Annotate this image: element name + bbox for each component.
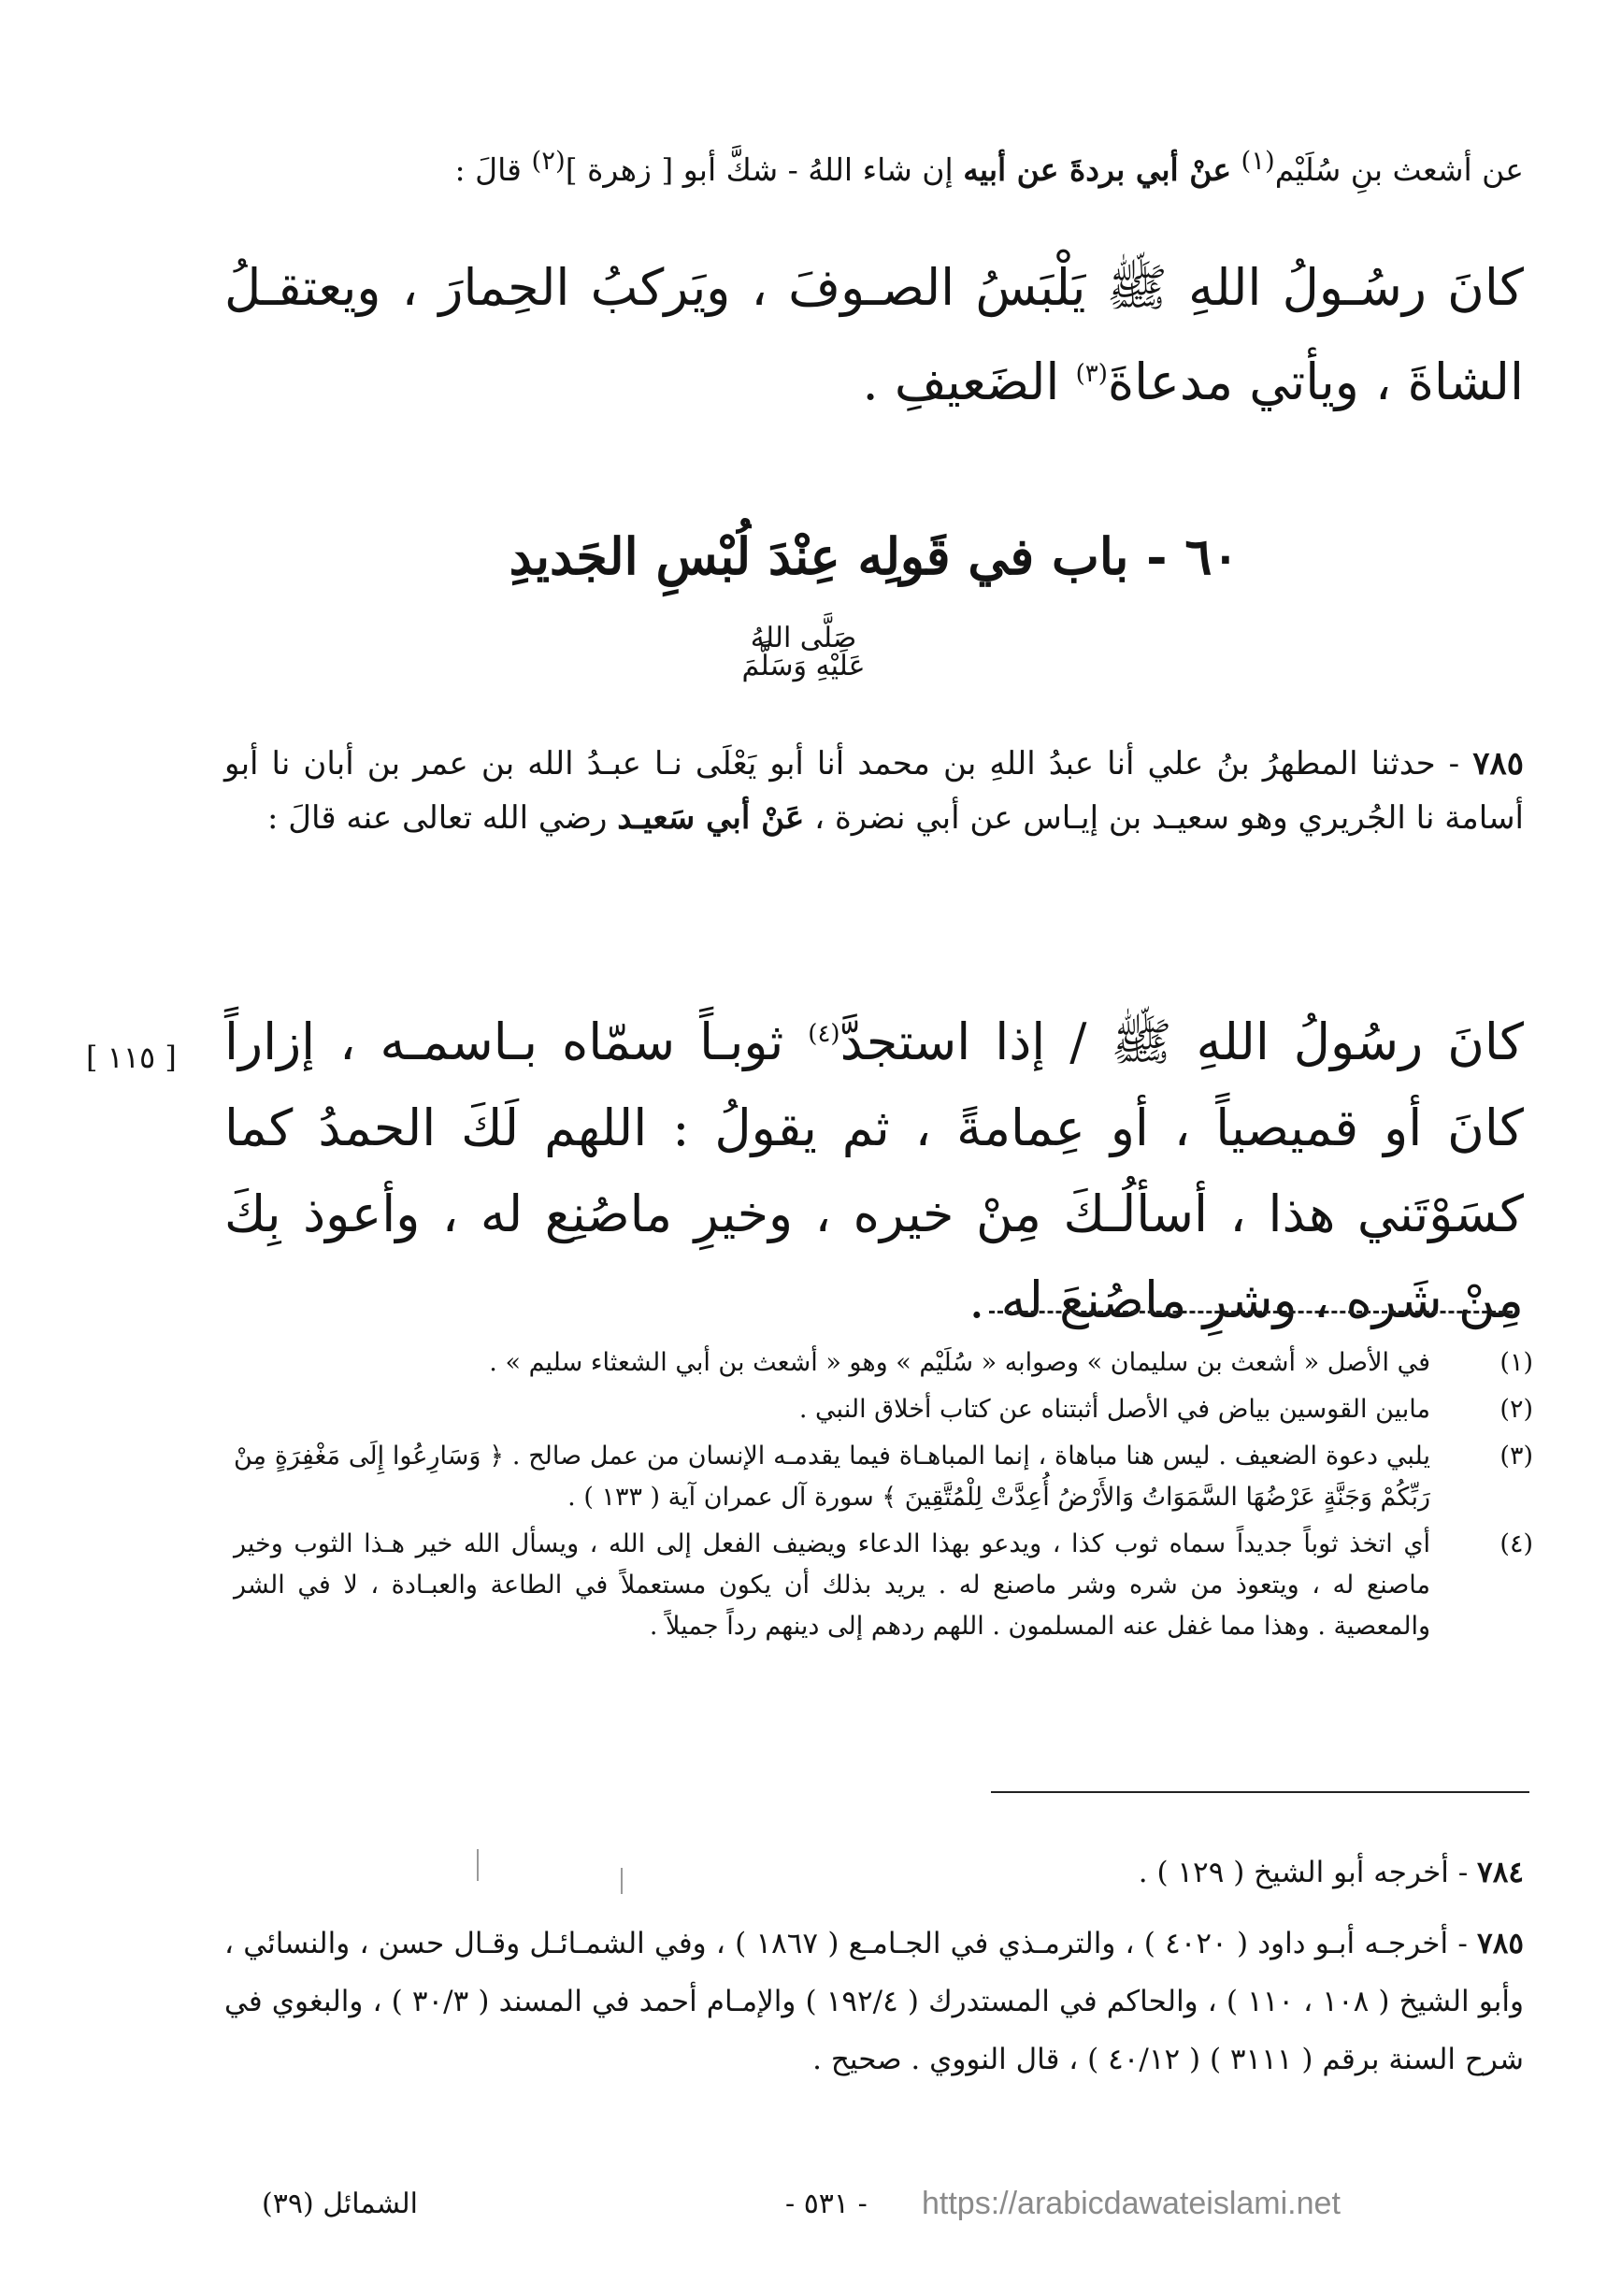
hadith1-part3: الضَعيفِ . <box>862 352 1060 411</box>
footnotes <box>234 1342 1533 1653</box>
narrator-abu-burda: عنْ أبي بردةَ عن أبيه <box>963 151 1232 188</box>
reference-text: - أخرجه أبو الشيخ ( ١٢٩ ) . <box>1138 1856 1469 1889</box>
salawat-icon: ﷺ <box>1111 1012 1172 1071</box>
footnote <box>234 1524 1533 1647</box>
hadith1-part1: كانَ رسُـولُ اللهِ <box>1188 258 1524 317</box>
footnote-marker-1: (١) <box>1241 146 1275 176</box>
footnote <box>234 1389 1533 1430</box>
footnote-text: يلبي دعوة الضعيف . ليس هنا مباهاة ، إنما المباهـاة فيما يقدمـه الإنسان من عمل صالح . ﴿ وَسَارِعُوا إِلَى مَغْفِرَةٍ مِنْ رَبِّكُمْ وَجَنَّةٍ عَرْضُهَا السَّمَوَاتُ وَالأَرْضُ أُعِدَّتْ لِلْمُتَّقِينَ ﴾ سورة آل عمران آية ( ١٣٣ ) . <box>234 1442 1430 1512</box>
footnote-text: مابين القوسين بياض في الأصل أثبتناه عن كتاب أخلاق النبي . <box>798 1395 1430 1424</box>
narrator-abu-said: عَنْ أبي سَعيـد <box>617 799 805 837</box>
hadith1-part2: يَلْبَسُ الصـوفَ ، ويَركبُ الحِمارَ ، ويعتقـلُ الشاةَ ، ويأتي مدعاةَ <box>224 258 1524 411</box>
chapter-salawat <box>0 624 1607 682</box>
hadith2-part2: / إذا استجدَّ <box>839 1012 1087 1071</box>
hadith-text-2 <box>224 991 1524 1343</box>
footnote-text: في الأصل « أشعث بن سليمان » وصوابه « سُلَيْم » وهو « أشعث بن أبي الشعثاء سليم » . <box>489 1348 1430 1377</box>
reference-number: ٧٨٥ <box>1477 1927 1524 1960</box>
intro-text-2: إن شاء اللهُ - شكَّ أبو [ زهرة ] <box>565 151 954 188</box>
footnote-text: أي اتخذ ثوباً جديداً سماه ثوب كذا ، ويدعو بهذا الدعاء ويضيف الفعل إلى الله ، ويسأل الله خير هـذا الثوب وخير ماصنع له ، ويتعوذ من شره وشر ماصنع له . يريد بذلك أن يكون مستعملاً في الطاعة والعبـادة ، لا في الشر والمعصية . وهذا مما غفل عنه المسلمون . اللهم ردهم إلى دينهم رداً جميلاً . <box>234 1529 1430 1641</box>
footer-book-label: الشمائل (٣٩) <box>262 2188 418 2220</box>
references-separator <box>991 1791 1529 1793</box>
isnad-ending: رضي الله تعالى عنه قالَ : <box>267 799 608 837</box>
footer-page-number: - ٥٣١ - <box>785 2188 868 2220</box>
footnote-separator <box>989 1311 1513 1313</box>
reference-text: - أخرجـه أبـو داود ( ٤٠٢٠ ) ، والترمـذي في الجـامـع ( ١٨٦٧ ) ، وفي الشمـائـل وقـال حسن ، والنسائي ، وأبو الشيخ ( ١٠٨ ، ١١٠ ) ، والحاكم في المستدرك ( ١٩٢/٤ ) والإمـام أحمد في المسند ( ٣٠/٣ ) ، والبغوي في شرح السنة برقم ( ٣١١١ ) ( ٤٠/١٢ ) ، قال النووي . صحيح . <box>224 1927 1524 2076</box>
isnad-text: - حدثنا المطهرُ بنُ علي أنا عبدُ اللهِ بن محمد أنا أبو يَعْلَى نـا عبـدُ الله بن عمر بن أبان نا أبو أسامة نا الجُريري وهو سعيـد بن إيـاس عن أبي نضرة ، <box>224 745 1524 837</box>
watermark-url: https://arabicdawateislami.net <box>922 2186 1341 2221</box>
reference-entry <box>224 1915 1524 2088</box>
hadith-text-1 <box>224 245 1524 425</box>
footnote <box>234 1436 1533 1518</box>
references <box>224 1844 1524 2102</box>
footnote-marker-2: (٢) <box>531 146 566 176</box>
footnote-number: (١) <box>1499 1348 1533 1377</box>
hadith-number-785: ٧٨٥ <box>1472 745 1524 782</box>
footnote-number: (٤) <box>1499 1529 1533 1558</box>
isnad-785 <box>224 737 1524 845</box>
footnote-marker-3: (٣) <box>1075 360 1108 388</box>
footnote <box>234 1342 1533 1384</box>
hadith2-part1: كانَ رسُولُ اللهِ <box>1196 1012 1525 1071</box>
footnote-marker-4: (٤) <box>808 1020 840 1048</box>
hadith2-part3: ثوبـاً سمّاه بـاسمـه ، إزاراً كانَ أو قميصياً ، أو عِمامةً ، ثم يقولُ : اللهم لَكَ الحمدُ كما كسَوْتَني هذا ، أسألُـكَ مِنْ خيره ، وخيرِ ماصُنِع له ، وأعوذ بِكَ مِنْ شَره ، وشرِ ماصُنعَ له . <box>224 1012 1524 1329</box>
intro-paragraph <box>224 131 1524 200</box>
footnote-number: (٣) <box>1499 1442 1533 1471</box>
intro-text-3: قالَ : <box>454 151 522 188</box>
salawat-icon: ﷺ <box>1106 258 1168 317</box>
margin-page-reference: [ ١١٥ ] <box>86 1040 177 1075</box>
salawat-line-2: عَلَيْهِ وَسَلَّمَ <box>741 650 866 682</box>
salawat-line-1: صَلَّى اللهُ <box>750 622 857 654</box>
chapter-title: ٦٠ - باب في قَولِه عِنْدَ لُبْسِ الجَديدِ <box>509 526 1240 586</box>
intro-text-1: عن أشعث بنِ سُلَيْم <box>1274 151 1524 188</box>
reference-number: ٧٨٤ <box>1477 1856 1524 1889</box>
reference-entry <box>224 1844 1524 1901</box>
footnote-number: (٢) <box>1499 1395 1533 1424</box>
